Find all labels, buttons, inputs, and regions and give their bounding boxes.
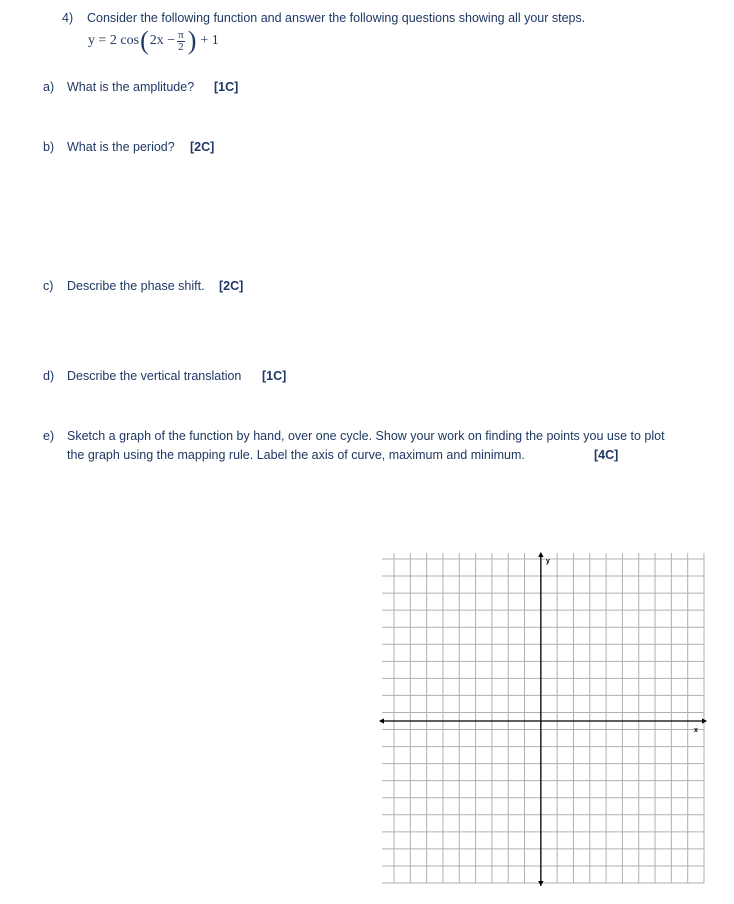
part-b-marks: [2C] (190, 140, 215, 154)
part-d-label: d) (43, 369, 55, 383)
part-a-text: What is the amplitude? (67, 80, 195, 94)
part-c-marks: [2C] (219, 279, 244, 293)
equation-inner: 2x − (149, 33, 176, 48)
part-d-marks: [1C] (262, 369, 287, 383)
part-e-label: e) (43, 429, 55, 443)
fraction-numerator: π (178, 28, 184, 41)
axes (379, 552, 707, 886)
x-axis-arrow-left (379, 718, 384, 723)
right-paren: ) (187, 26, 197, 55)
part-c-text: Describe the phase shift. (67, 279, 205, 293)
part-e-text-line2: the graph using the mapping rule. Label the axis of curve, maximum and minimum. (67, 448, 525, 462)
grid-canvas[interactable] (378, 551, 708, 887)
part-a-label: a) (43, 80, 55, 94)
part-b-text: What is the period? (67, 140, 175, 154)
grid-lines (382, 553, 704, 883)
equation-lhs: y = 2 cos (88, 33, 140, 48)
question-prompt: Consider the following function and answer the following questions showing all your steps. (87, 11, 586, 25)
part-b-label: b) (43, 140, 55, 154)
question-number: 4) (62, 11, 74, 25)
function-equation (88, 28, 219, 54)
y-axis-arrow-up (538, 552, 543, 557)
part-e-text-line1: Sketch a graph of the function by hand, over one cycle. Show your work on finding the points you use to plot (67, 429, 665, 443)
fraction-denominator: 2 (178, 40, 184, 53)
part-c-label: c) (43, 279, 54, 293)
part-a-marks: [1C] (214, 80, 239, 94)
y-axis-label: y (545, 558, 550, 565)
x-axis-label: x (694, 727, 698, 734)
part-e-marks: [4C] (594, 448, 619, 462)
pi-over-two-fraction (177, 30, 185, 53)
left-paren: ( (140, 26, 149, 55)
graph-grid[interactable] (378, 551, 708, 887)
part-d-text: Describe the vertical translation (67, 369, 242, 383)
equation-tail: + 1 (200, 33, 219, 48)
